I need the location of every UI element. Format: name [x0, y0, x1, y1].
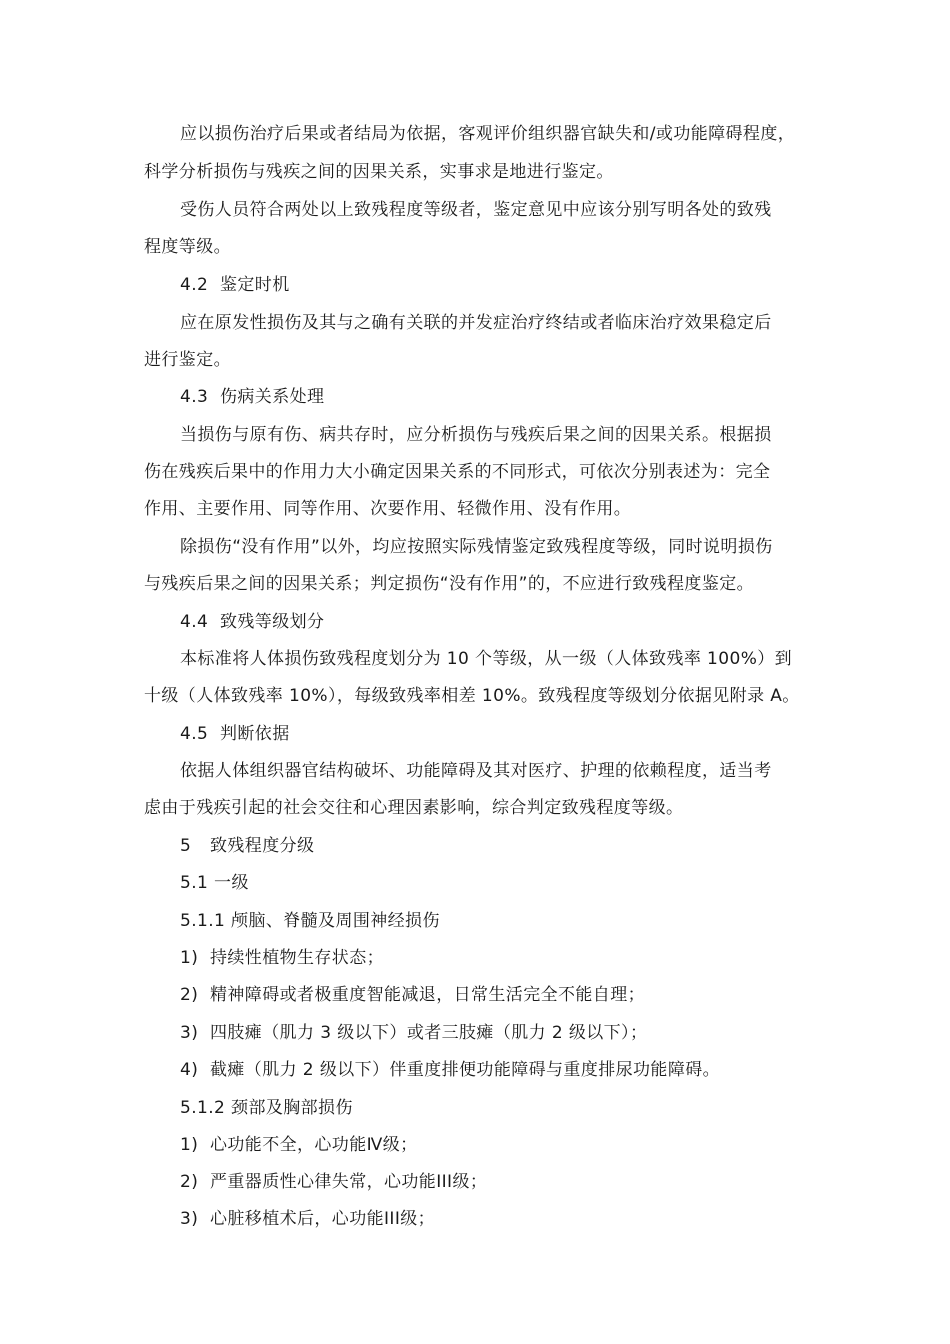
paragraph-line: 依据人体组织器官结构破坏、功能障碍及其对医疗、护理的依赖程度，适当考: [180, 761, 772, 781]
section-heading-4-4: [180, 610, 324, 634]
list-number: 3): [180, 1209, 199, 1229]
list-item: [180, 946, 384, 970]
list-number: 1): [180, 948, 199, 968]
list-number: 2): [180, 985, 199, 1005]
section-number: 4.2: [180, 275, 209, 295]
paragraph-line: 作用、主要作用、同等作用、次要作用、轻微作用、没有作用。: [144, 499, 632, 519]
list-number: 1): [180, 1135, 199, 1155]
list-item: [180, 1058, 720, 1082]
paragraph-line: 进行鉴定。: [144, 350, 231, 370]
paragraph-line: 受伤人员符合两处以上致残程度等级者，鉴定意见中应该分别写明各处的致残: [180, 200, 772, 220]
section-heading-5: [180, 834, 314, 858]
section-title: 判断依据: [220, 724, 290, 744]
paragraph-line: 本标准将人体损伤致残程度划分为 10 个等级，从一级（人体致残率 100%）到: [180, 649, 793, 669]
list-item: [180, 983, 645, 1007]
section-number: 5: [180, 836, 192, 856]
section-number: 4.5: [180, 724, 209, 744]
list-item: [180, 1133, 418, 1157]
list-item: [180, 1021, 647, 1045]
paragraph-line: 当损伤与原有伤、病共存时，应分析损伤与残疾后果之间的因果关系。根据损: [180, 425, 772, 445]
list-number: 4): [180, 1060, 199, 1080]
list-text: 心脏移植术后，心功能III级；: [210, 1209, 436, 1229]
subsection-heading: 5.1.1 颅脑、脊髓及周围神经损伤: [180, 911, 440, 931]
paragraph-line: 应以损伤治疗后果或者结局为依据，客观评价组织器官缺失和/或功能障碍程度，: [180, 124, 796, 144]
section-number: 4.3: [180, 387, 209, 407]
paragraph-line: 程度等级。: [144, 237, 231, 257]
list-text: 精神障碍或者极重度智能减退，日常生活完全不能自理；: [210, 985, 645, 1005]
section-heading-4-3: [180, 385, 324, 409]
section-title: 致残程度分级: [210, 836, 315, 856]
list-text: 截瘫（肌力 2 级以下）伴重度排便功能障碍与重度排尿功能障碍。: [210, 1060, 721, 1080]
paragraph-line: 科学分析损伤与残疾之间的因果关系，实事求是地进行鉴定。: [144, 162, 614, 182]
paragraph-line: 伤在残疾后果中的作用力大小确定因果关系的不同形式，可依次分别表述为：完全: [144, 462, 771, 482]
section-heading-4-2: [180, 273, 290, 297]
subsection-heading: 5.1.2 颈部及胸部损伤: [180, 1098, 353, 1118]
list-item: [180, 1170, 487, 1194]
section-title: 伤病关系处理: [220, 387, 325, 407]
list-text: 严重器质性心律失常，心功能III级；: [210, 1172, 488, 1192]
section-number: 4.4: [180, 612, 209, 632]
list-number: 2): [180, 1172, 199, 1192]
list-text: 心功能不全，心功能Ⅳ级；: [210, 1135, 418, 1155]
subsection-heading: 5.1 一级: [180, 873, 249, 893]
paragraph-line: 与残疾后果之间的因果关系；判定损伤“没有作用”的，不应进行致残程度鉴定。: [144, 574, 755, 594]
paragraph-line: 十级（人体致残率 10%），每级致残率相差 10%。致残程度等级划分依据见附录 A。: [144, 686, 800, 706]
list-item: [180, 1207, 435, 1231]
section-title: 鉴定时机: [220, 275, 290, 295]
list-number: 3): [180, 1023, 199, 1043]
list-text: 持续性植物生存状态；: [210, 948, 384, 968]
list-text: 四肢瘫（肌力 3 级以下）或者三肢瘫（肌力 2 级以下）；: [210, 1023, 648, 1043]
section-title: 致残等级划分: [220, 612, 325, 632]
paragraph-line: 除损伤“没有作用”以外，均应按照实际残情鉴定致残程度等级，同时说明损伤: [180, 537, 773, 557]
section-heading-4-5: [180, 722, 290, 746]
paragraph-line: 应在原发性损伤及其与之确有关联的并发症治疗终结或者临床治疗效果稳定后: [180, 313, 772, 333]
paragraph-line: 虑由于残疾引起的社会交往和心理因素影响，综合判定致残程度等级。: [144, 798, 684, 818]
